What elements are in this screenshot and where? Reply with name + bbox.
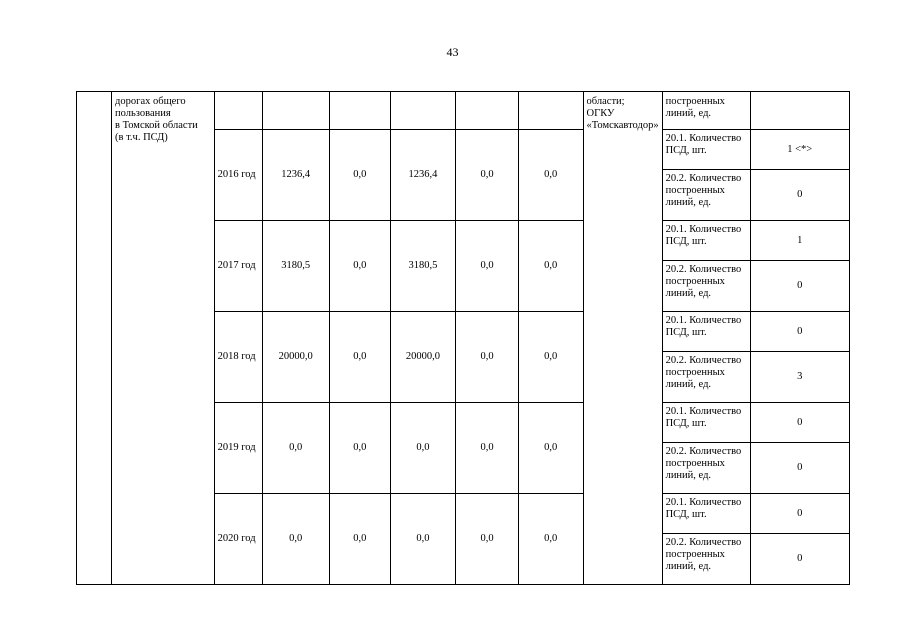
indicator-value-cell: 0 bbox=[750, 534, 849, 585]
amount-cell: 0,0 bbox=[390, 494, 455, 585]
amount-cell: 0,0 bbox=[262, 403, 329, 494]
indicator-name-cell bbox=[662, 494, 750, 534]
indicator-line: 20.1. Количество bbox=[665, 224, 742, 235]
indicator-line: 20.1. Количество bbox=[665, 406, 742, 417]
amount-cell: 0,0 bbox=[329, 403, 390, 494]
year-cell: 2017 год bbox=[214, 221, 262, 312]
indicator-name-cell bbox=[662, 312, 750, 352]
indicator-line: линий, ед. bbox=[665, 197, 712, 208]
amount-cell: 0,0 bbox=[456, 312, 519, 403]
indicator-line: ПСД, шт. bbox=[665, 236, 707, 247]
amount-cell bbox=[329, 92, 390, 130]
year-cell: 2020 год bbox=[214, 494, 262, 585]
amount-cell: 1236,4 bbox=[262, 130, 329, 221]
amount-cell: 0,0 bbox=[456, 221, 519, 312]
amount-cell: 1236,4 bbox=[390, 130, 455, 221]
executor-line: ОГКУ bbox=[586, 108, 615, 119]
indicator-value-cell bbox=[750, 92, 849, 130]
indicator-line: построенных bbox=[665, 276, 725, 287]
indicator-line: построенных bbox=[665, 549, 725, 560]
indicator-line: построенных bbox=[665, 96, 725, 107]
amount-cell: 0,0 bbox=[518, 221, 583, 312]
indicator-value-cell: 3 bbox=[750, 352, 849, 403]
indicator-line: 20.2. Количество bbox=[665, 537, 742, 548]
executor-line: области; bbox=[586, 96, 625, 107]
amount-cell bbox=[390, 92, 455, 130]
indicator-value-cell: 0 bbox=[750, 312, 849, 352]
indicator-name-cell bbox=[662, 130, 750, 170]
event-name-line: пользования bbox=[115, 108, 171, 119]
indicator-value-cell: 1 <*> bbox=[750, 130, 849, 170]
indicator-line: ПСД, шт. bbox=[665, 327, 707, 338]
indicator-name-cell bbox=[662, 92, 750, 130]
event-name-line: в Томской области bbox=[115, 120, 198, 131]
amount-cell: 0,0 bbox=[390, 403, 455, 494]
amount-cell bbox=[262, 92, 329, 130]
amount-cell: 0,0 bbox=[456, 130, 519, 221]
year-cell: 2016 год bbox=[214, 130, 262, 221]
indicator-name-cell bbox=[662, 534, 750, 585]
indicator-line: 20.1. Количество bbox=[665, 133, 742, 144]
year-cell: 2018 год bbox=[214, 312, 262, 403]
amount-cell: 0,0 bbox=[329, 494, 390, 585]
indicator-name-cell bbox=[662, 352, 750, 403]
indicator-line: линий, ед. bbox=[665, 561, 712, 572]
indicator-name-cell bbox=[662, 221, 750, 261]
indicator-line: 20.1. Количество bbox=[665, 497, 742, 508]
event-name-cell bbox=[112, 92, 215, 585]
indicator-name-cell bbox=[662, 261, 750, 312]
amount-cell bbox=[518, 92, 583, 130]
number-cell bbox=[77, 92, 112, 585]
amount-cell: 0,0 bbox=[456, 494, 519, 585]
indicator-line: построенных bbox=[665, 458, 725, 469]
indicator-line: построенных bbox=[665, 367, 725, 378]
indicator-line: линий, ед. bbox=[665, 470, 712, 481]
indicator-line: ПСД, шт. bbox=[665, 418, 707, 429]
indicator-value-cell: 0 bbox=[750, 443, 849, 494]
executor-line: «Томскавтодор» bbox=[586, 120, 659, 131]
program-table bbox=[76, 91, 905, 585]
event-name-line: (в т.ч. ПСД) bbox=[115, 132, 168, 143]
indicator-line: ПСД, шт. bbox=[665, 509, 707, 520]
indicator-value-cell: 1 bbox=[750, 221, 849, 261]
indicator-value-cell: 0 bbox=[750, 261, 849, 312]
indicator-name-cell bbox=[662, 170, 750, 221]
indicator-line: линий, ед. bbox=[665, 108, 712, 119]
event-name-line: дорогах общего bbox=[115, 96, 186, 107]
amount-cell: 20000,0 bbox=[262, 312, 329, 403]
year-cell: 2019 год bbox=[214, 403, 262, 494]
indicator-value-cell: 0 bbox=[750, 403, 849, 443]
indicator-line: 20.2. Количество bbox=[665, 355, 742, 366]
amount-cell: 0,0 bbox=[518, 130, 583, 221]
indicator-line: 20.2. Количество bbox=[665, 264, 742, 275]
amount-cell: 0,0 bbox=[329, 130, 390, 221]
amount-cell: 3180,5 bbox=[262, 221, 329, 312]
table-row-continuation bbox=[77, 92, 905, 130]
indicator-line: 20.2. Количество bbox=[665, 446, 742, 457]
indicator-value-cell: 0 bbox=[750, 170, 849, 221]
amount-cell: 0,0 bbox=[329, 312, 390, 403]
amount-cell: 0,0 bbox=[262, 494, 329, 585]
amount-cell: 20000,0 bbox=[390, 312, 455, 403]
amount-cell: 0,0 bbox=[329, 221, 390, 312]
amount-cell: 0,0 bbox=[518, 403, 583, 494]
indicator-line: построенных bbox=[665, 185, 725, 196]
indicator-name-cell bbox=[662, 443, 750, 494]
indicator-line: линий, ед. bbox=[665, 379, 712, 390]
indicator-line: линий, ед. bbox=[665, 288, 712, 299]
indicator-line: ПСД, шт. bbox=[665, 145, 707, 156]
indicator-line: 20.2. Количество bbox=[665, 173, 742, 184]
amount-cell: 0,0 bbox=[456, 403, 519, 494]
amount-cell bbox=[456, 92, 519, 130]
indicator-value-cell: 0 bbox=[750, 494, 849, 534]
page-number: 43 bbox=[446, 45, 459, 59]
amount-cell: 0,0 bbox=[518, 494, 583, 585]
period-cell bbox=[214, 92, 262, 130]
indicator-line: 20.1. Количество bbox=[665, 315, 742, 326]
amount-cell: 0,0 bbox=[518, 312, 583, 403]
indicator-name-cell bbox=[662, 403, 750, 443]
amount-cell: 3180,5 bbox=[390, 221, 455, 312]
executor-cell bbox=[583, 92, 662, 585]
